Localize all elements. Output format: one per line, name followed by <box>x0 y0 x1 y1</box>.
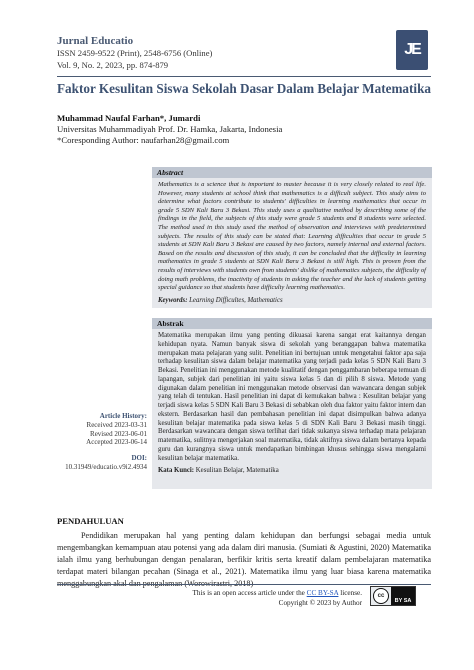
abstrak-text: Matematika merupakan ilmu yang penting dikuasai karena sangat erat kaitannya dengan kehidupan nyata. Namun banyak siswa di sekolah yang beranggapan bahwa matematika merupakan mata pelajaran yang sulit. Penelitian ini bertujuan untuk mengetahui faktor apa saja terhadap kesulitan siswa dalam belajar matematika yang terjadi pada kelas 5 SDN Kali Baru 3 Bekasi. Penelitian ini menggunakan metode kualitatif dengan penggambaran beberapa temuan di lapangan, subjek dari penelitian ini yaitu siswa kelas 5 dan di pilih 8 siswa. Metode yang digunakan dalam penelitian ini menggunakan metode observasi dan wawancara dengan subjek yang telah di tentukan. Hasil penelitian ini dapat di kemukakan bahwa : Kesulitan belajar yang terjadi siswa kelas 5 SDN Kali Baru 3 Bekasi di sebabkan oleh dua faktor yaitu faktor intern dan ekstern. Berdasarkan hasil dan pembahasan penelitian ini dapat disimpulkan bahwa adanya kesulitan belajar matematika pada siswa kelas 5 di SDN Kali Baru 3 Bekasi masih tinggi. Berdasarkan wawancara dengan siswa terlihat dari tidak sukanya siswa terhadap mata pelajaran matematika, sulitnya mengerjakan soal matematika, tidak aktifnya siswa dalam bertanya kepada guru dan kurangnya siswa untuk mendapatkan bimbingan khusus sehingga siswa mengalami kesulitan belajar matematika. <box>158 332 426 462</box>
license-link[interactable]: CC BY-SA <box>306 589 339 597</box>
journal-header <box>57 34 387 71</box>
abstract-text: Mathematics is a science that is important to master because it is very closely related to real life. However, many students at school think that mathematics is a difficult subject. This study aims to determine what factors contribute to students' difficulties in learning mathematics that occur in grade 5 SDN Kali Baru 3 Bekasi. This study uses a qualitative method by describing some of the findings in the field, the subjects of this study were grade 5 students and 8 students were selected. The method used in this study used the method of observation and interviews with predetermined subjects. The results of this study can be stated that: Learning difficulties that occur in grade 5 students at SDN Kali Baru 3 Bekasi are caused by two factors, namely internal and external factors. Based on the results and discussion of this study, it can be concluded that the difficulty in learning mathematics in grade 5 students at SDN Kali Baru 3 Bekasi is still high. This is proven from the results of interviews with students own from students' dislike of mathematics subjects, the difficulty of doing math problems, the inactivity of students in asking the teacher and the lack of students getting special guidance so that students have difficulty learning mathematics. <box>158 181 426 292</box>
header-divider <box>57 76 431 77</box>
history-label: Article History: <box>99 412 147 420</box>
author-block <box>57 113 431 146</box>
issn: ISSN 2459-9522 (Print), 2548-6756 (Online) <box>57 48 213 58</box>
license-line <box>150 588 362 598</box>
accepted-date: Accepted 2023-06-14 <box>86 438 147 447</box>
author-names: Muhammad Naufal Farhan*, Jumardi <box>57 113 201 123</box>
footer <box>150 588 362 608</box>
article-title: Faktor Kesulitan Siswa Sekolah Dasar Dalam Belajar Matematika <box>57 81 432 96</box>
abstrak-heading: Abstrak <box>152 318 432 329</box>
keywords-value: Learning Difficultes, Mathematics <box>189 296 283 304</box>
abstract-english <box>152 167 432 308</box>
volume-info: Vol. 9, No. 2, 2023, pp. 874-879 <box>57 59 169 70</box>
logo-text: JE <box>404 41 420 58</box>
revised-date: Revised 2023-06-01 <box>90 429 147 438</box>
introduction-text: Pendidikan merupakan hal yang penting dalam kehidupan dan berfungsi sebagai media untuk mengembangkan kemampuan atau potensi yang ada dalam diri manusia. (Sumiati & Agustini, 2020) Matematika ialah ilmu yang berhubungan dengan penalaran, berfikir kritis serta kreatif dalam pembelajaran matematika terdapat materi bilangan pecahan (Sinaga et al., 2021). Matematika ilmu yang luar biasa karena matematika menggabungkan akal dan pengalaman (Worowirastri, 2018) <box>57 531 431 589</box>
kata-kunci <box>152 465 432 479</box>
corresponding-author: *Coresponding Author: naufarhan28@gmail.com <box>57 135 230 145</box>
keywords-label: Keywords: <box>158 296 188 304</box>
by-sa-label: BY SA <box>391 587 415 605</box>
abstract-indonesian <box>152 318 432 489</box>
journal-name: Jurnal Educatio <box>57 35 134 47</box>
keywords <box>152 295 432 309</box>
kata-kunci-label: Kata Kunci: <box>158 467 195 475</box>
kata-kunci-value: Kesulitan Belajar, Matematika <box>195 467 279 475</box>
journal-logo <box>396 30 428 70</box>
license-suffix: license. <box>338 589 362 597</box>
introduction-paragraph <box>57 530 431 590</box>
section-heading: PENDAHULUAN <box>57 516 124 526</box>
affiliation: Universitas Muhammadiyah Prof. Dr. Hamka, Jakarta, Indonesia <box>57 124 283 134</box>
received-date: Received 2023-03-31 <box>86 420 147 429</box>
license-prefix: This is an open access article under the <box>192 589 307 597</box>
footer-divider <box>57 584 431 585</box>
article-history <box>57 412 147 472</box>
cc-icon: cc <box>373 588 389 604</box>
doi-label: DOI: <box>131 454 147 463</box>
copyright: Copyright © 2023 by Author <box>278 599 362 607</box>
cc-by-sa-badge[interactable] <box>370 586 416 606</box>
abstract-heading: Abstract <box>152 167 432 178</box>
doi-value: 10.31949/educatio.v9i2.4934 <box>65 462 147 471</box>
